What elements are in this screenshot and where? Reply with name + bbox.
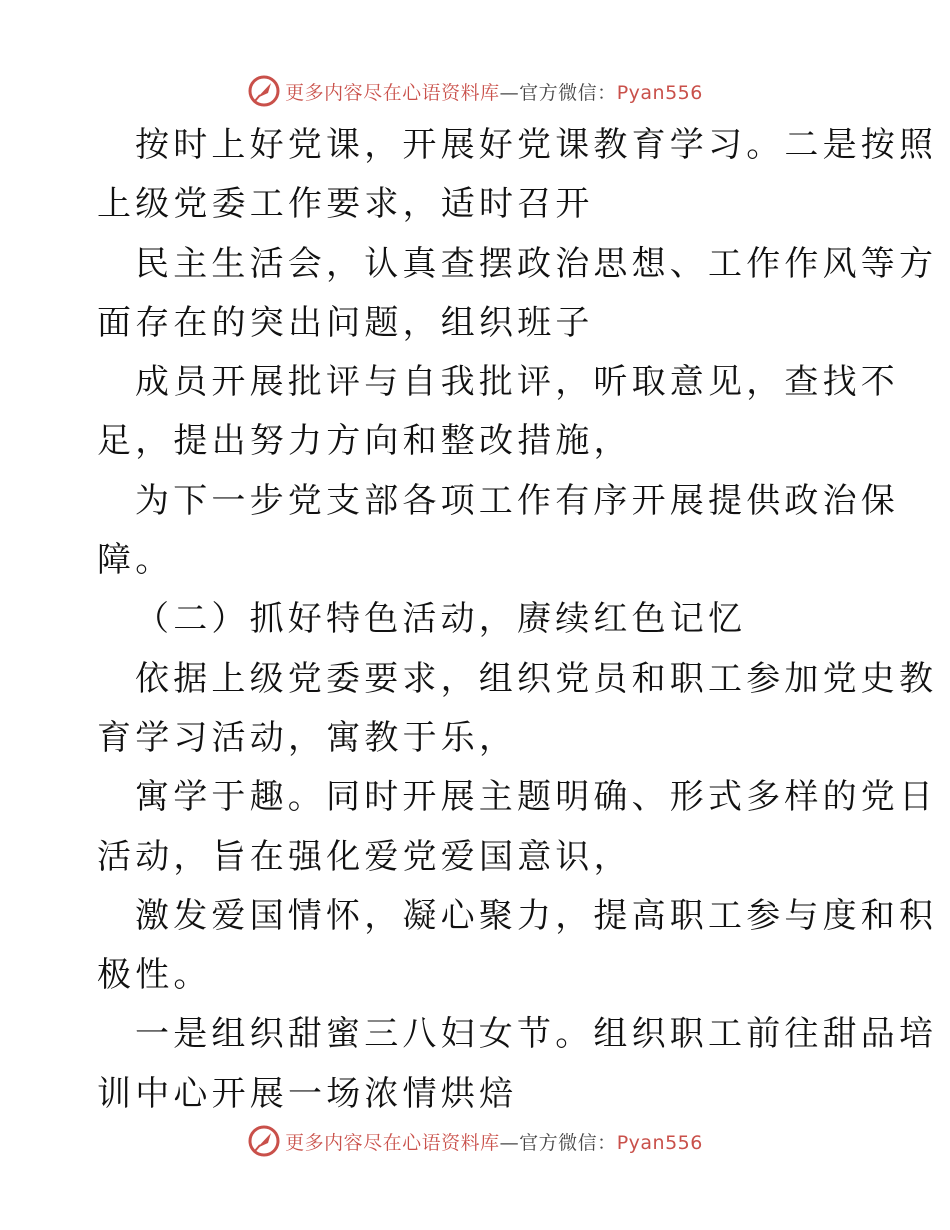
watermark-brand-text: 更多内容尽在心语资料库 — [285, 1131, 500, 1154]
text-line: 活动，旨在强化爱党爱国意识， — [97, 836, 632, 877]
watermark-label: 官方微信： — [519, 1131, 617, 1154]
document-body — [97, 116, 938, 1124]
text-line: 激发爱国情怀，凝心聚力，提高职工参与度和积 — [135, 895, 938, 936]
text-line: 育学习活动，寓教于乐， — [97, 717, 518, 758]
watermark-label: 官方微信： — [519, 81, 617, 104]
section-heading: （二）抓好特色活动，赓续红色记忆 — [135, 599, 747, 640]
text-line: 成员开展批评与自我批评，听取意见，查找不 — [135, 362, 899, 403]
text-line: 按时上好党课，开展好党课教育学习。二是按照 — [135, 125, 938, 165]
text-line: 上级党委工作要求，适时召开 — [97, 184, 594, 225]
watermark-account: Pyan556 — [616, 81, 703, 104]
feather-pen-logo-icon — [247, 74, 281, 108]
text-line: 寓学于趣。同时开展主题明确、形式多样的党日 — [135, 777, 938, 818]
text-line: 依据上级党委要求，组织党员和职工参加党史教 — [135, 658, 938, 699]
feather-pen-logo-icon — [247, 1124, 281, 1158]
watermark-separator: — — [499, 1131, 520, 1154]
text-line: 民主生活会，认真查摆政治思想、工作作风等方 — [135, 243, 938, 284]
watermark-account: Pyan556 — [616, 1131, 703, 1154]
header-watermark — [0, 71, 950, 111]
text-line: 一是组织甜蜜三八妇女节。组织职工前往甜品培 — [135, 1014, 938, 1055]
text-line: 极性。 — [97, 955, 212, 996]
text-line: 训中心开展一场浓情烘焙 — [97, 1073, 518, 1114]
footer-watermark — [0, 1121, 950, 1161]
text-line: 为下一步党支部各项工作有序开展提供政治保 — [135, 480, 899, 521]
text-line: 障。 — [97, 540, 174, 581]
watermark-brand-text: 更多内容尽在心语资料库 — [285, 81, 500, 104]
watermark-separator: — — [499, 81, 520, 104]
text-line: 足，提出努力方向和整改措施， — [97, 421, 632, 462]
text-line: 面存在的突出问题，组织班子 — [97, 302, 594, 343]
